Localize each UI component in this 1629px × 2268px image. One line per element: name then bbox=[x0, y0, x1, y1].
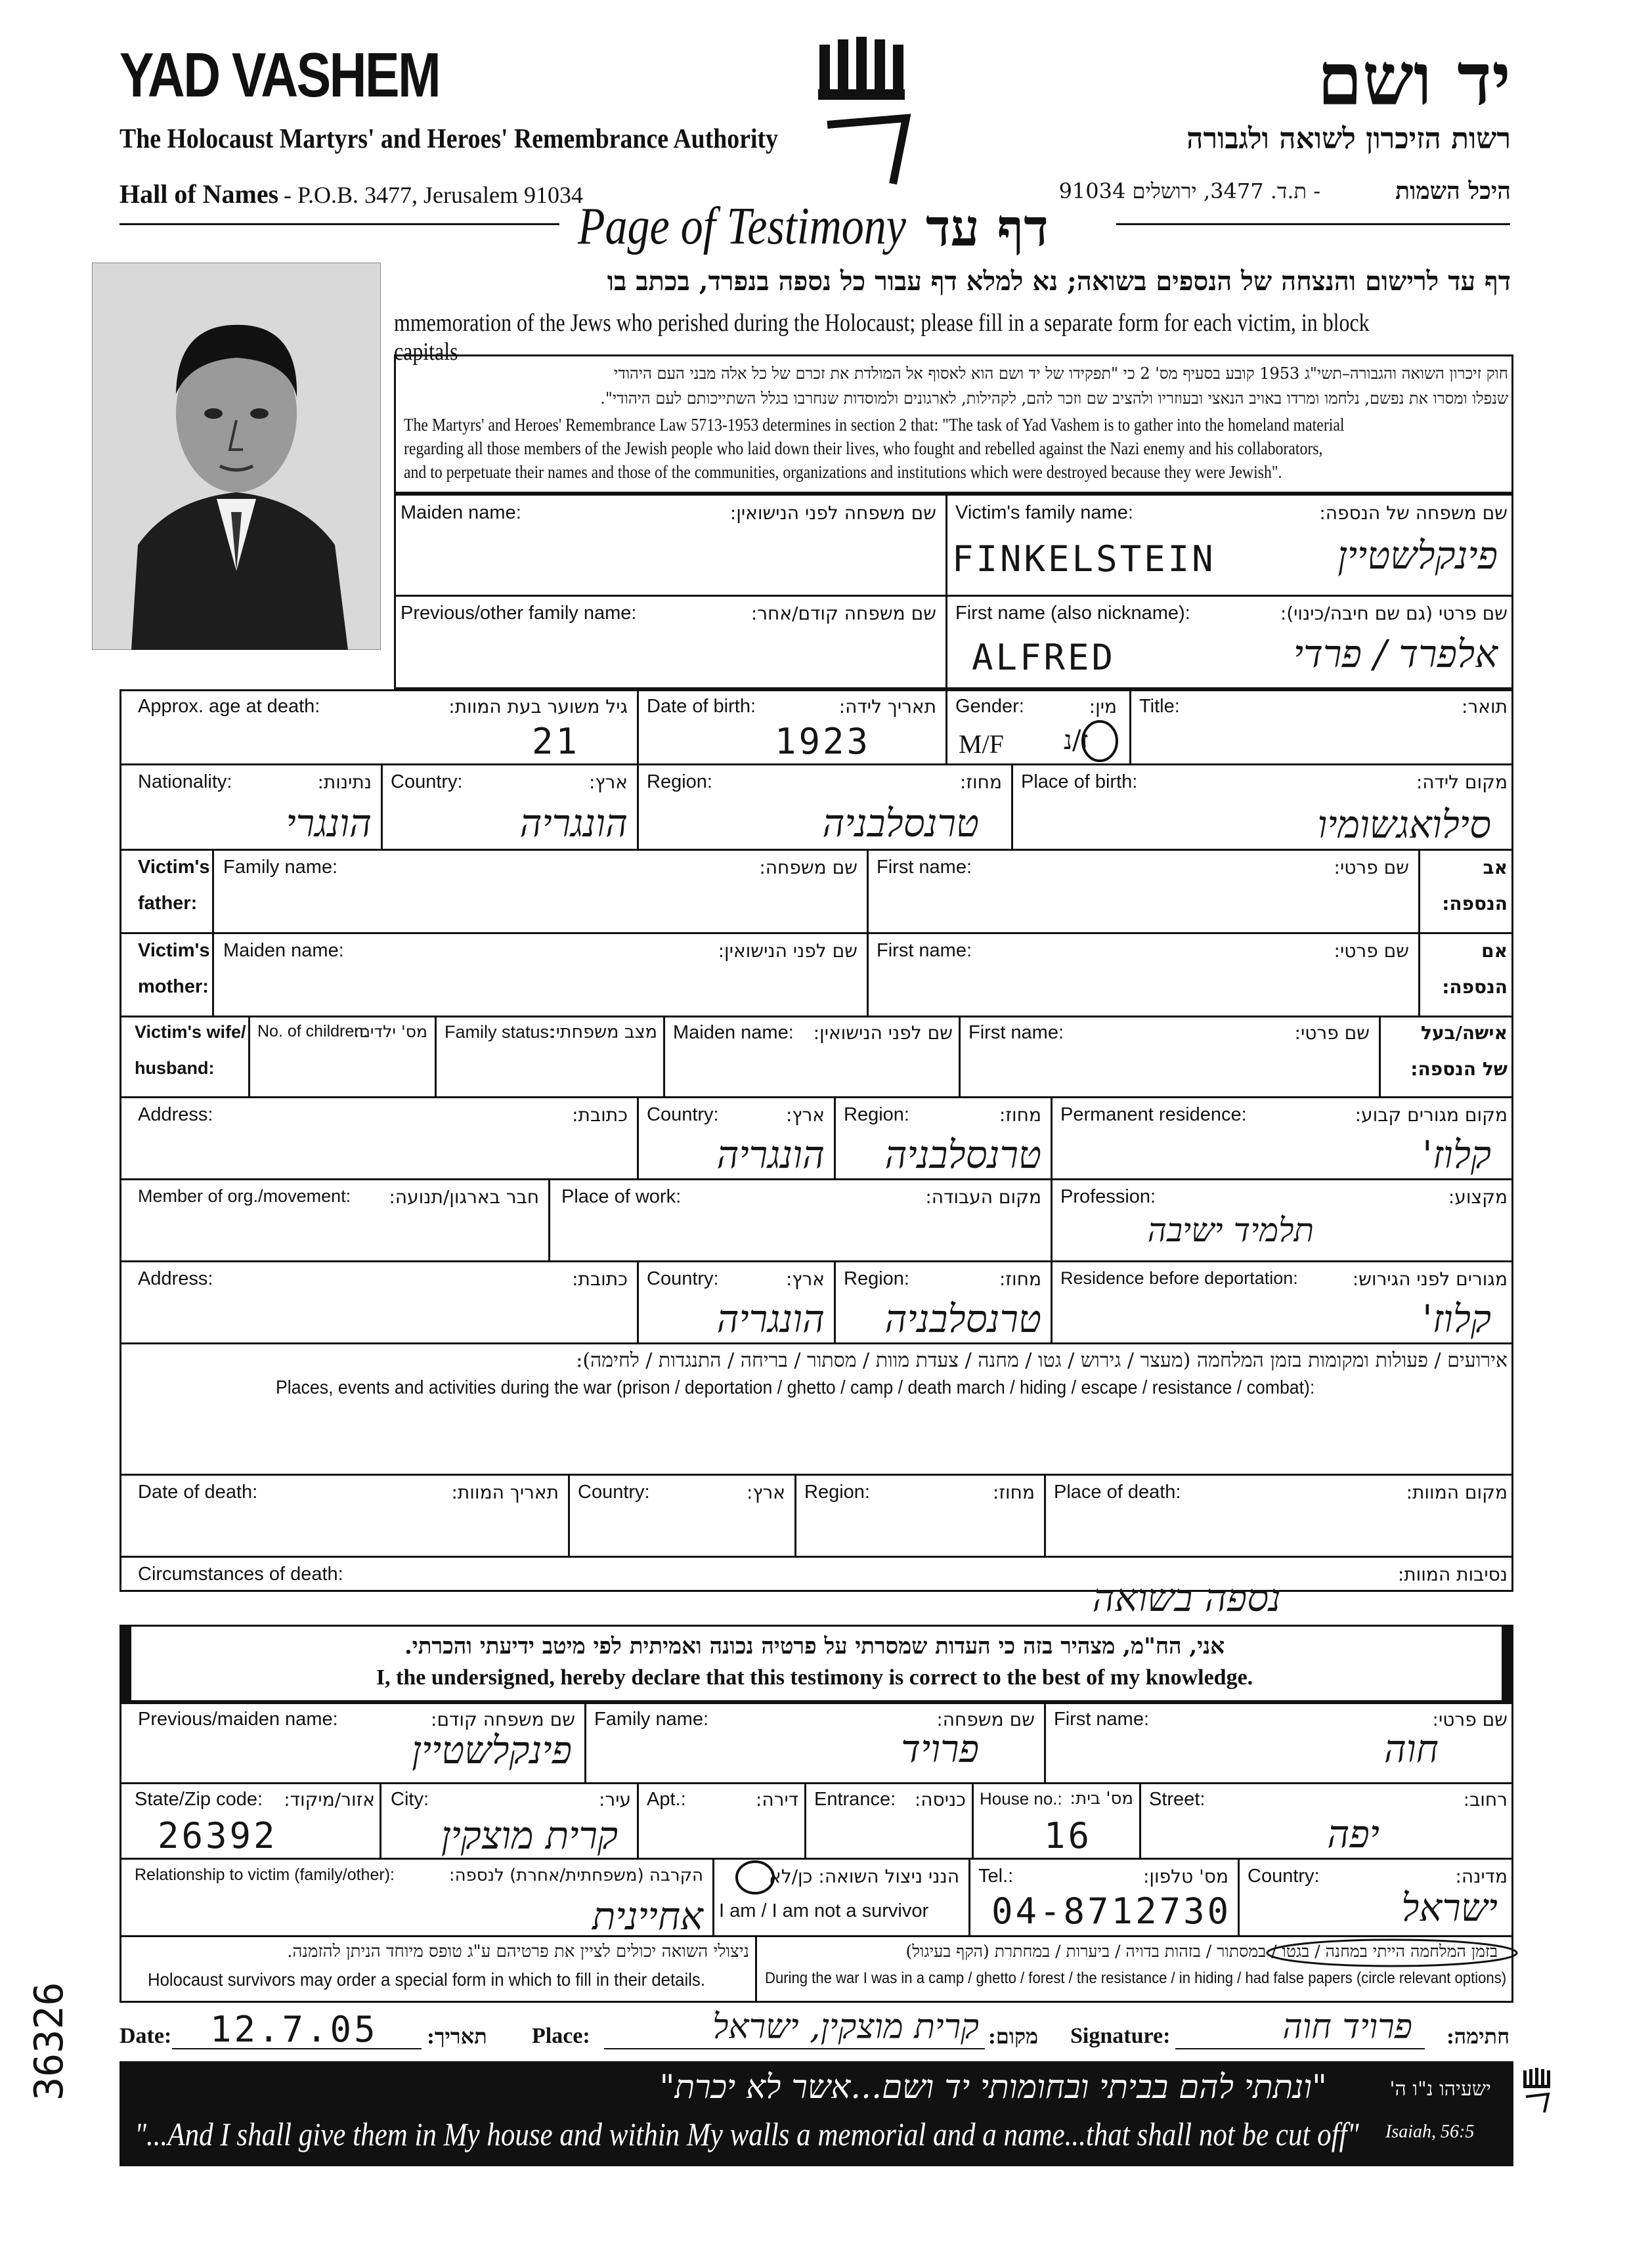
date-of-death-label: Date of death: bbox=[138, 1482, 258, 1503]
mother-maiden-name-label: Maiden name: bbox=[223, 940, 344, 961]
date-value[interactable]: 12.7.05 bbox=[210, 2009, 378, 2050]
law-en-line-3: and to perpetuate their names and those of the communities, organizations and institutions which were destroyed because they were Jewish". bbox=[404, 462, 1282, 482]
spouse-first-name-field[interactable] bbox=[962, 1050, 1376, 1093]
apt-label: Apt.: bbox=[647, 1789, 686, 1810]
circumstances-label: Circumstances of death: bbox=[138, 1564, 343, 1585]
children-field[interactable] bbox=[251, 1050, 432, 1093]
city-label: City: bbox=[391, 1789, 429, 1810]
war-events-label-en: Places, events and activities during the war (prison / deportation / ghetto / camp / death march / hiding / escape / resistance / combat): bbox=[276, 1377, 1315, 1398]
submitter-first-name-label-he: שם פרטי: bbox=[1432, 1709, 1508, 1730]
tel-label: Tel.: bbox=[978, 1866, 1014, 1887]
during-war-en: During the war I was in a camp / ghetto / forest / the resistance / in hiding / had false papers (circle relevant options) bbox=[765, 1969, 1507, 1987]
profession-value[interactable]: תלמיד ישיבה bbox=[1147, 1211, 1314, 1249]
date-of-death-field[interactable] bbox=[125, 1510, 565, 1552]
mother-row-label-he-2: הנספה: bbox=[1442, 976, 1508, 998]
region-value[interactable]: טרנסלבניה bbox=[822, 801, 979, 845]
previous-family-name-field[interactable] bbox=[398, 630, 943, 686]
father-family-name-field[interactable] bbox=[217, 883, 863, 929]
gender-label-he: מין: bbox=[1089, 696, 1117, 717]
date-label: Date: bbox=[119, 2024, 172, 2048]
age-at-death-label-he: גיל משוער בעת המוות: bbox=[448, 696, 628, 717]
victim-family-name-value-he[interactable]: פינקלשטיין bbox=[1337, 533, 1498, 578]
maiden-name-label-he: שם משפחה לפני הנישואין: bbox=[729, 502, 936, 524]
during-war-circle-mark bbox=[1261, 1936, 1523, 1969]
father-row-label-he-1: אב bbox=[1483, 857, 1508, 878]
org-subtitle-en: The Holocaust Martyrs' and Heroes' Remembrance Authority bbox=[119, 124, 778, 154]
father-first-name-label-he: שם פרטי: bbox=[1334, 857, 1409, 878]
death-country-label-he: ארץ: bbox=[746, 1482, 785, 1503]
circumstances-label-he: נסיבות המוות: bbox=[1397, 1564, 1508, 1585]
spouse-maiden-name-field[interactable] bbox=[666, 1050, 955, 1093]
maiden-name-label: Maiden name: bbox=[401, 502, 521, 523]
special-form-en: Holocaust survivors may order a special form in which to fill in their details. bbox=[148, 1969, 705, 1990]
previous-family-name-label-he: שם משפחה קודם/אחר: bbox=[750, 603, 936, 624]
victim-photo bbox=[92, 263, 381, 650]
instruction-en: mmemoration of the Jews who perished during the Holocaust; please fill in a separate form for each victim, in block capitals bbox=[394, 309, 1370, 366]
gender-circle-mark bbox=[1077, 718, 1123, 764]
children-label: No. of children: bbox=[257, 1022, 368, 1040]
family-status-label: Family status: bbox=[445, 1022, 554, 1042]
first-name-value-he[interactable]: אלפרד / פרדי bbox=[1293, 631, 1498, 676]
mother-maiden-name-label-he: שם לפני הנישואין: bbox=[718, 940, 858, 962]
survivor-label-he: הנני ניצול השואה: כן/לא bbox=[768, 1866, 959, 1887]
deportation-region-label-he: מחוז: bbox=[999, 1268, 1041, 1290]
spouse-row-label-2: husband: bbox=[135, 1058, 215, 1078]
law-he-line-1: חוק זיכרון השואה והגבורה–תשי"ג 1953 קובע בסעיף מס' 2 כי "תפקידו של יד ושם הוא לאסוף אל המולדת את זכרם של כל אלה מבני העם היהודי bbox=[613, 364, 1508, 383]
father-row-label-he-2: הנספה: bbox=[1442, 893, 1508, 914]
country-label: Country: bbox=[391, 771, 463, 792]
nationality-value[interactable]: הונגרי bbox=[286, 801, 372, 845]
victim-family-name-label: Victim's family name: bbox=[955, 502, 1133, 523]
spouse-row-label-he-2: של הנספה: bbox=[1410, 1058, 1508, 1080]
title-label-he: תואר: bbox=[1462, 696, 1508, 717]
house-no-label: House no.: bbox=[980, 1789, 1062, 1808]
death-region-field[interactable] bbox=[798, 1510, 1041, 1552]
war-events-label-he: אירועים / פעולות ומקומות בזמן המלחמה (מעצר / גירוש / גטו / מחנה / צעדת מוות / מסתור / בריחה / התנגדות / לחימה): bbox=[576, 1349, 1508, 1372]
spouse-row-label-he-1: אישה/בעל bbox=[1421, 1022, 1508, 1044]
nationality-label-he: נתינות: bbox=[317, 771, 372, 793]
spouse-row-label-1: Victim's wife/ bbox=[135, 1022, 246, 1042]
permanent-residence-label: Permanent residence: bbox=[1060, 1104, 1247, 1125]
father-family-name-label-he: שם משפחה: bbox=[759, 857, 858, 878]
permanent-residence-value[interactable]: קלוז' bbox=[1422, 1132, 1491, 1177]
law-he-line-2: שנפלו ומסרו את נפשם, נלחמו ומרדו באויב הנאצי ובעוזריו ולהציב שם וזכר להם, לקהילות, לארגונים ולמוסדות שנחרבו בגלל השתייכותם לעם היהודי". bbox=[600, 389, 1508, 408]
residence-before-deportation-label-he: מגורים לפני הגירוש: bbox=[1352, 1268, 1508, 1290]
deportation-region-label: Region: bbox=[844, 1268, 909, 1289]
residence-country-label-he: ארץ: bbox=[785, 1104, 825, 1126]
victim-family-name-label-he: שם משפחה של הנספה: bbox=[1319, 502, 1508, 524]
place-of-death-label-he: מקום המוות: bbox=[1406, 1482, 1508, 1503]
city-value[interactable]: קרית מוצקין bbox=[441, 1813, 618, 1858]
deportation-country-value[interactable]: הונגריה bbox=[716, 1296, 825, 1341]
submitter-family-name-value[interactable]: פרויד bbox=[901, 1726, 979, 1771]
hall-of-names-he: היכל השמות bbox=[1395, 177, 1511, 205]
circumstances-value[interactable]: נספה בשואה bbox=[1092, 1575, 1281, 1620]
previous-family-name-label: Previous/other family name: bbox=[401, 603, 637, 624]
residence-country-value[interactable]: הונגריה bbox=[716, 1132, 825, 1177]
city-label-he: עיר: bbox=[598, 1789, 631, 1810]
mother-row-label-1: Victim's bbox=[138, 940, 210, 961]
address-label-he: כתובת: bbox=[572, 1104, 628, 1126]
place-value[interactable]: קרית מוצקין, ישראל bbox=[712, 2007, 979, 2047]
page-title-he: דף עד bbox=[926, 198, 1049, 258]
org-name-he: יד ושם bbox=[1317, 37, 1511, 121]
pob-he: - ת.ד. 3477, ירושלים 91034 bbox=[1058, 179, 1320, 203]
declaration-he: אני, הח"מ, מצהיר בזה כי העדות שמסרתי על פרטיה נכונה ואמיתית לפי מיטב ידיעתי והכרתי. bbox=[404, 1633, 1225, 1659]
street-label-he: רחוב: bbox=[1463, 1789, 1508, 1810]
mother-first-name-field[interactable] bbox=[870, 966, 1415, 1012]
org-subtitle-he: רשות הזיכרון לשואה ולגבורה bbox=[1186, 122, 1511, 156]
entrance-label-he: כניסה: bbox=[914, 1789, 966, 1810]
place-of-work-label-he: מקום העבודה: bbox=[925, 1186, 1041, 1208]
quote-en: "...And I shall give them in My house and within My walls a memorial and a name...that shall not be cut off" bbox=[135, 2116, 1359, 2152]
nationality-label: Nationality: bbox=[138, 771, 232, 792]
father-first-name-label: First name: bbox=[877, 857, 972, 878]
family-status-label-he: מצב משפחתי: bbox=[550, 1022, 657, 1042]
date-of-birth-label-he: תאריך לידה: bbox=[838, 696, 936, 717]
place-label: Place: bbox=[532, 2024, 590, 2048]
age-at-death-value[interactable]: 21 bbox=[532, 721, 580, 762]
deportation-address-label-he: כתובת: bbox=[572, 1268, 628, 1290]
residence-region-value[interactable]: טרנסלבניה bbox=[884, 1132, 1041, 1177]
apt-label-he: דירה: bbox=[755, 1789, 798, 1810]
father-first-name-field[interactable] bbox=[870, 883, 1415, 929]
submitter-country-label: Country: bbox=[1248, 1866, 1320, 1887]
quote-en-source: Isaiah, 56:5 bbox=[1385, 2122, 1475, 2142]
declaration-en: I, the undersigned, hereby declare that this testimony is correct to the best of my knowledge. bbox=[376, 1665, 1253, 1690]
submitter-family-name-label-he: שם משפחה: bbox=[936, 1709, 1035, 1730]
address-field[interactable] bbox=[125, 1132, 634, 1175]
permanent-residence-label-he: מקום מגורים קבוע: bbox=[1355, 1104, 1508, 1126]
title-rule-left bbox=[119, 223, 559, 225]
first-name-value[interactable]: ALFRED bbox=[972, 637, 1116, 678]
relationship-value[interactable]: אחיינית bbox=[592, 1894, 703, 1938]
law-en-line-2: regarding all those members of the Jewish people who laid down their lives, who fought and rebelled against the Nazi enemy and his collaborators, bbox=[404, 439, 1323, 458]
spouse-maiden-name-label: Maiden name: bbox=[673, 1022, 794, 1043]
entrance-field[interactable] bbox=[808, 1815, 968, 1854]
place-of-work-field[interactable] bbox=[555, 1214, 1047, 1257]
submitter-prev-name-label-he: שם משפחה קודם: bbox=[431, 1709, 575, 1730]
mother-maiden-name-field[interactable] bbox=[217, 966, 863, 1012]
signature-label-he: חתימה: bbox=[1446, 2024, 1510, 2049]
house-no-label-he: מס' בית: bbox=[1070, 1789, 1133, 1808]
place-of-death-label: Place of death: bbox=[1054, 1482, 1181, 1503]
quote-he-source: ישעיהו נ"ו ה' bbox=[1389, 2078, 1491, 2101]
member-org-field[interactable] bbox=[125, 1214, 545, 1257]
submitter-country-label-he: מדינה: bbox=[1455, 1866, 1508, 1887]
first-name-label-he: שם פרטי (גם שם חיבה/כינוי): bbox=[1280, 603, 1508, 624]
place-of-birth-value[interactable]: סילואגשומיו bbox=[1317, 802, 1491, 847]
region-label: Region: bbox=[647, 771, 712, 792]
mother-first-name-label: First name: bbox=[877, 940, 972, 961]
death-region-label: Region: bbox=[804, 1482, 870, 1503]
mother-first-name-label-he: שם פרטי: bbox=[1334, 940, 1409, 962]
place-of-work-label: Place of work: bbox=[561, 1186, 682, 1207]
spouse-first-name-label: First name: bbox=[968, 1022, 1064, 1043]
spouse-first-name-label-he: שם פרטי: bbox=[1294, 1022, 1370, 1044]
maiden-name-field[interactable] bbox=[398, 532, 943, 591]
submitter-first-name-label: First name: bbox=[1054, 1709, 1150, 1730]
instruction-he: דף עד לרישום והנצחה של הנספים בשואה; נא למלא דף עבור כל נספה בנפרד, בכתב בו bbox=[607, 266, 1511, 297]
hall-of-names-en: Hall of Names bbox=[119, 179, 279, 209]
age-at-death-label: Approx. age at death: bbox=[138, 696, 320, 717]
father-family-name-label: Family name: bbox=[223, 857, 338, 878]
family-status-field[interactable] bbox=[438, 1050, 660, 1093]
side-number: 36326 bbox=[26, 1982, 72, 2101]
address-label: Address: bbox=[138, 1104, 213, 1125]
law-en-line-1: The Martyrs' and Heroes' Remembrance Law 5713-1953 determines in section 2 that: "The task of Yad Vashem is to gather into the homeland material bbox=[404, 415, 1345, 435]
title-rule-right bbox=[1116, 223, 1510, 225]
date-of-birth-value[interactable]: 1923 bbox=[775, 721, 871, 762]
submitter-prev-name-label: Previous/maiden name: bbox=[138, 1709, 338, 1730]
first-name-label: First name (also nickname): bbox=[955, 603, 1190, 624]
zip-value[interactable]: 26392 bbox=[158, 1815, 278, 1856]
region-label-he: מחוז: bbox=[959, 771, 1002, 793]
deportation-address-field[interactable] bbox=[125, 1296, 634, 1339]
date-of-birth-label: Date of birth: bbox=[647, 696, 756, 717]
profession-label-he: מקצוע: bbox=[1448, 1186, 1508, 1208]
title-label: Title: bbox=[1139, 696, 1180, 717]
street-label: Street: bbox=[1149, 1789, 1205, 1810]
quote-he: "ונתתי להם בביתי ובחומותי יד ושם...אשר לא יכרת" bbox=[659, 2068, 1327, 2106]
footer-logo-icon bbox=[1522, 2068, 1552, 2114]
gender-options-he[interactable]: ז/נ bbox=[1064, 725, 1089, 756]
place-label-he: מקום: bbox=[988, 2024, 1039, 2049]
relationship-label-he: הקרבה (משפחתית/אחרת) לנספה: bbox=[448, 1866, 703, 1885]
house-no-value[interactable]: 16 bbox=[1044, 1815, 1093, 1856]
children-label-he: מס' ילדים: bbox=[353, 1022, 427, 1041]
father-row-label-2: father: bbox=[138, 893, 198, 914]
tel-label-he: מס' טלפון: bbox=[1142, 1866, 1228, 1887]
org-name-en: YAD VASHEM bbox=[119, 40, 440, 110]
death-country-field[interactable] bbox=[571, 1510, 791, 1552]
residence-before-deportation-value[interactable]: קלוז' bbox=[1422, 1296, 1491, 1341]
signature-label: Signature: bbox=[1070, 2024, 1171, 2048]
submitter-first-name-value[interactable]: חוה bbox=[1383, 1726, 1439, 1771]
zip-label: State/Zip code: bbox=[135, 1789, 263, 1810]
mother-row-label-he-1: אם bbox=[1481, 940, 1508, 962]
survivor-circle-mark bbox=[732, 1858, 778, 1897]
country-label-he: ארץ: bbox=[588, 771, 628, 793]
street-value[interactable]: יפה bbox=[1327, 1812, 1379, 1856]
submitter-prev-name-value[interactable]: פינקלשטיין bbox=[412, 1728, 572, 1772]
country-value[interactable]: הונגריה bbox=[519, 801, 628, 845]
date-of-death-label-he: תאריך המוות: bbox=[451, 1482, 559, 1503]
yad-vashem-logo-icon bbox=[814, 33, 919, 190]
pob-en: - P.O.B. 3477, Jerusalem 91034 bbox=[284, 182, 583, 208]
during-war-he: בזמן המלחמה הייתי במחנה / בגטו / במסתור / בזהות בדויה / ביערות / במחתרת (הקף בעיגול) bbox=[905, 1942, 1498, 1961]
tel-value[interactable]: 04-8712730 bbox=[991, 1891, 1232, 1932]
place-of-birth-label: Place of birth: bbox=[1021, 771, 1138, 792]
mother-row-label-2: mother: bbox=[138, 976, 209, 997]
submitter-family-name-label: Family name: bbox=[594, 1709, 709, 1730]
gender-options[interactable]: M/F bbox=[959, 729, 1004, 759]
deportation-region-value[interactable]: טרנסלבניה bbox=[884, 1296, 1041, 1341]
deportation-country-label: Country: bbox=[647, 1268, 719, 1289]
deportation-country-label-he: ארץ: bbox=[785, 1268, 825, 1290]
war-events-field[interactable] bbox=[125, 1405, 1510, 1470]
place-of-birth-label-he: מקום לידה: bbox=[1416, 771, 1508, 793]
deportation-address-label: Address: bbox=[138, 1268, 213, 1289]
zip-label-he: אזור/מיקוד: bbox=[284, 1789, 375, 1810]
residence-country-label: Country: bbox=[647, 1104, 719, 1125]
victim-family-name-value[interactable]: FINKELSTEIN bbox=[952, 538, 1216, 580]
member-org-label-he: חבר בארגון/תנועה: bbox=[389, 1186, 539, 1208]
spouse-maiden-name-label-he: שם לפני הנישואין: bbox=[813, 1022, 953, 1044]
date-label-he: תאריך: bbox=[427, 2024, 487, 2049]
gender-label: Gender: bbox=[955, 696, 1024, 717]
entrance-label: Entrance: bbox=[814, 1789, 896, 1810]
profession-label: Profession: bbox=[1060, 1186, 1156, 1207]
death-region-label-he: מחוז: bbox=[992, 1482, 1035, 1503]
member-org-label: Member of org./movement: bbox=[138, 1186, 351, 1206]
residence-region-label: Region: bbox=[844, 1104, 909, 1125]
special-form-he: ניצולי השואה יכולים לציין את פרטיהם ע"ג טופס מיוחד הניתן להזמנה. bbox=[287, 1942, 749, 1961]
relationship-label: Relationship to victim (family/other): bbox=[135, 1866, 395, 1884]
place-of-death-field[interactable] bbox=[1047, 1510, 1510, 1552]
page-title-en: Page of Testimony bbox=[578, 198, 906, 255]
death-country-label: Country: bbox=[578, 1482, 650, 1503]
residence-region-label-he: מחוז: bbox=[999, 1104, 1041, 1126]
survivor-label[interactable]: I am / I am not a survivor bbox=[719, 1900, 929, 1921]
apt-field[interactable] bbox=[640, 1815, 801, 1854]
submitter-country-value[interactable]: ישראל bbox=[1401, 1885, 1498, 1930]
signature-value[interactable]: פרויד חוה bbox=[1282, 2007, 1412, 2047]
father-row-label-1: Victim's bbox=[138, 857, 210, 878]
residence-before-deportation-label: Residence before deportation: bbox=[1060, 1268, 1298, 1288]
